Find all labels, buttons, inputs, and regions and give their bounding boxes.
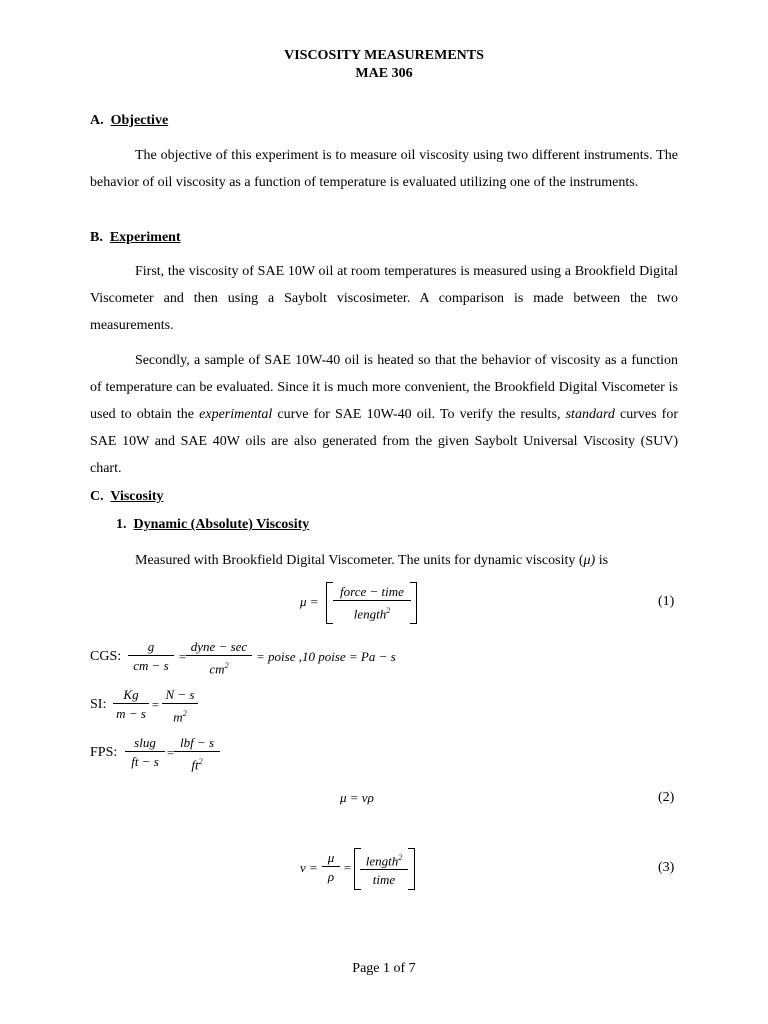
equation-3-number: (3) [658,860,675,875]
doc-title: VISCOSITY MEASUREMENTS [284,48,484,63]
doc-subtitle: MAE 306 [355,66,413,81]
equation-1-number: (1) [658,594,675,609]
page-number: Page 1 of 7 [352,961,416,976]
section-a-heading: A. Objective [90,113,169,128]
experiment-paragraph-2: Secondly, a sample of SAE 10W-40 oil is heated so that the behavior of viscosity as a function of temperature can be evaluated. Since it is much more convenient, the Brookfield Digital Viscometer is used to obtain the experimental curve for SAE 10W-40 oil. To verify the results, standard curves for SAE 10W and SAE 40W oils are also generated from the given Saybolt Universal Viscosity (SUV) chart. [90,353,678,476]
objective-paragraph: The objective of this experiment is to measure oil viscosity using two different instruments. The behavior of oil viscosity as a function of temperature is evaluated utilizing one of the instruments. [90,148,678,190]
section-c-heading: C. Viscosity [90,489,164,504]
document-page: VISCOSITY MEASUREMENTS MAE 306 A. Objective The objective of this experiment is to measure oil viscosity using two different instruments. The behavior of oil viscosity as a function of temperature is evaluated utilizing one of the instruments. B. Experiment First, the viscosity of SAE 10W oil at room temperatures is measured using a Brookfield Digital Viscometer and then using a Saybolt viscosimeter. A comparison is made between the two measurements. Secondly, a sample of SAE 10W-40 oil is heated so that the behavior of viscosity as a function of temperature can be evaluated. Since it is much more convenient, the Brookfield Digital Viscometer is used to obtain the experimental curve for SAE 10W-40 oil. To verify the results, standard curves for SAE 10W and SAE 40W oils are also generated from the given Saybolt Universal Viscosity (SUV) chart. C. Viscosity 1. Dynamic (Absolute) Viscosity Measured with Brookfield Digital Viscometer. The units for dynamic viscosity (μ) is μ = force − time length$^2$ (1) CGS: $\frac{g}{cm - s}$ = dyne − sec $cm^2$ = poise ,10 poise = Pa − s SI: $\frac{Kg}{m - s}$ = $\frac{N - s}{m^2}$ FPS: slug ft − s = lbf − s $ft^2$ μ = νρ (2) ν = $\frac{\mu}{\rho}$ = length$^2$ time (3) Page 1 of 7 [0,0,768,1024]
subsection-1-heading: 1. Dynamic (Absolute) Viscosity [116,517,310,532]
experiment-paragraph-1: First, the viscosity of SAE 10W oil at room temperatures is measured using a Brookfield Digital Viscometer and then using a Saybolt viscosimeter. A comparison is made between the two measurements. [90,264,678,333]
equation-2-number: (2) [658,790,675,805]
section-b-heading: B. Experiment [90,230,181,245]
measured-line: Measured with Brookfield Digital Viscometer. The units for dynamic viscosity (μ) is [135,553,609,568]
